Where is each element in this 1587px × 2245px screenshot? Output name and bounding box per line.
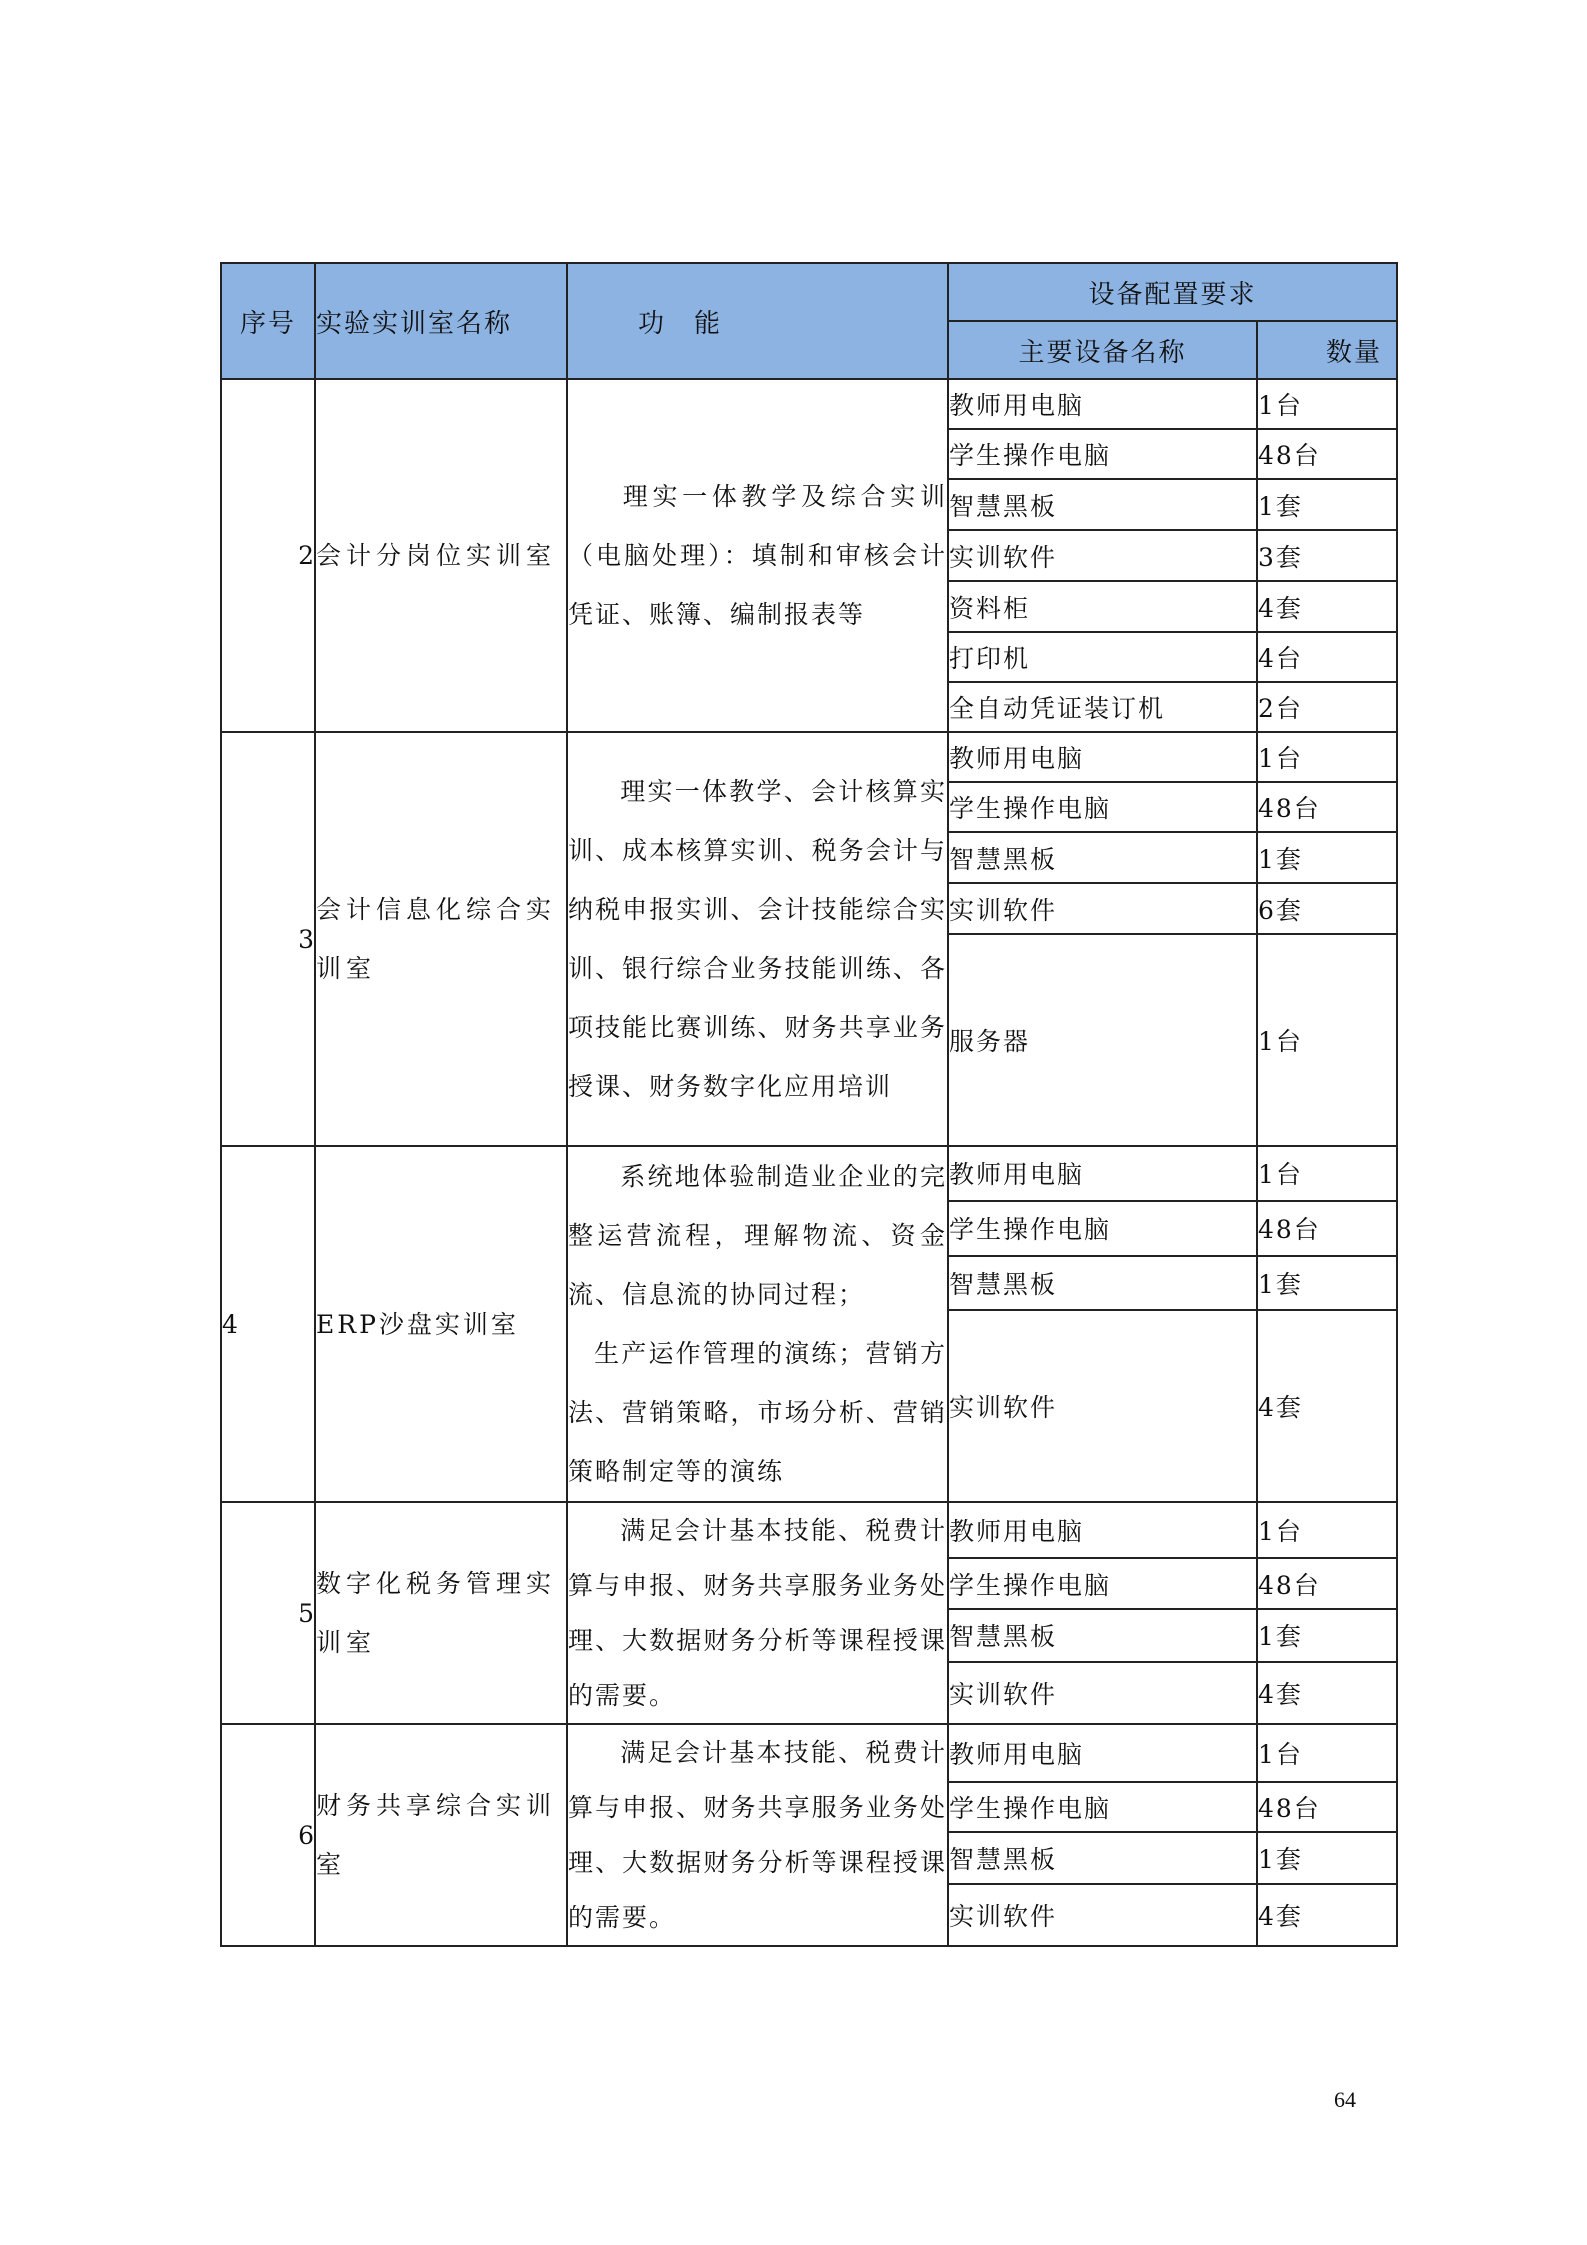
equipment-qty: 3套 [1257,530,1397,581]
table-row [221,1724,1397,1782]
row-function [567,379,948,732]
header-equipment-name: 主要设备名称 [948,321,1257,379]
row-seq: 3 [221,732,315,1146]
equipment-name: 智慧黑板 [948,1256,1257,1311]
equipment-name: 智慧黑板 [948,832,1257,883]
equipment-qty: 4台 [1257,632,1397,682]
table-row [221,732,1397,782]
header-equipment-requirements: 设备配置要求 [948,263,1397,321]
lab-equipment-table [220,262,1398,1947]
equipment-name: 教师用电脑 [948,1146,1257,1201]
equipment-qty: 1台 [1257,379,1397,429]
page-number: 64 [1334,2087,1356,2112]
equipment-name: 智慧黑板 [948,1832,1257,1884]
equipment-qty: 48台 [1257,1782,1397,1832]
equipment-qty: 1台 [1257,934,1397,1146]
equipment-qty: 1台 [1257,1502,1397,1558]
equipment-qty: 2台 [1257,682,1397,732]
equipment-qty: 1套 [1257,832,1397,883]
equipment-name: 智慧黑板 [948,1609,1257,1661]
equipment-qty: 4套 [1257,1662,1397,1724]
row-seq: 2 [221,379,315,732]
header-lab-name: 实验实训室名称 [315,263,567,379]
equipment-name: 实训软件 [948,1662,1257,1724]
row-function-text: 理实一体教学、会计核算实训、成本核算实训、税务会计与纳税申报实训、会计技能综合实训、银行综合业务技能训练、各项技能比赛训练、财务共享业务授课、财务数字化应用培训 [568,777,947,1101]
row-function [567,732,948,1146]
row-function-text: 满足会计基本技能、税费计算与申报、财务共享服务业务处理、大数据财务分析等课程授课的需要。 [568,1738,947,1932]
equipment-qty: 1台 [1257,732,1397,782]
equipment-name: 全自动凭证装订机 [948,682,1257,732]
equipment-qty: 1套 [1257,479,1397,530]
equipment-name: 资料柜 [948,581,1257,632]
row-seq: 6 [221,1724,315,1946]
equipment-qty: 1套 [1257,1609,1397,1661]
row-lab-name: 会计信息化综合实训室 [315,732,567,1146]
equipment-name: 智慧黑板 [948,479,1257,530]
row-function [567,1502,948,1724]
equipment-name: 学生操作电脑 [948,782,1257,832]
row-function-text: 理实一体教学及综合实训（电脑处理）：填制和审核会计凭证、账簿、编制报表等 [568,482,947,629]
equipment-qty: 48台 [1257,1201,1397,1256]
row-lab-name: 会计分岗位实训室 [315,379,567,732]
equipment-qty: 1套 [1257,1256,1397,1311]
equipment-qty: 6套 [1257,883,1397,934]
row-lab-name: ERP沙盘实训室 [315,1146,567,1502]
equipment-name: 服务器 [948,934,1257,1146]
row-function-text-part-2: 生产运作管理的演练；营销方法、营销策略，市场分析、营销策略制定等的演练 [568,1339,947,1486]
row-function-text-part-1: 系统地体验制造业企业的完整运营流程，理解物流、资金流、信息流的协同过程； [568,1162,947,1309]
equipment-qty: 4套 [1257,1310,1397,1502]
equipment-name: 学生操作电脑 [948,1201,1257,1256]
equipment-name: 教师用电脑 [948,379,1257,429]
row-function [567,1724,948,1946]
equipment-name: 教师用电脑 [948,1502,1257,1558]
equipment-name: 学生操作电脑 [948,1558,1257,1609]
equipment-qty: 4套 [1257,1884,1397,1946]
row-function [567,1146,948,1502]
equipment-name: 实训软件 [948,530,1257,581]
equipment-name: 实训软件 [948,883,1257,934]
equipment-name: 实训软件 [948,1884,1257,1946]
equipment-name: 学生操作电脑 [948,1782,1257,1832]
equipment-qty: 48台 [1257,429,1397,479]
equipment-qty: 4套 [1257,581,1397,632]
header-quantity: 数量 [1257,321,1397,379]
row-function-text: 满足会计基本技能、税费计算与申报、财务共享服务业务处理、大数据财务分析等课程授课的需要。 [568,1516,947,1710]
equipment-name: 打印机 [948,632,1257,682]
equipment-qty: 48台 [1257,782,1397,832]
equipment-qty: 48台 [1257,1558,1397,1609]
header-function: 功 能 [567,263,948,379]
equipment-qty: 1台 [1257,1724,1397,1782]
table-row [221,1146,1397,1201]
equipment-name: 实训软件 [948,1310,1257,1502]
row-lab-name: 财务共享综合实训室 [315,1724,567,1946]
equipment-name: 学生操作电脑 [948,429,1257,479]
header-seq: 序号 [221,263,315,379]
row-seq: 4 [221,1146,315,1502]
equipment-qty: 1套 [1257,1832,1397,1884]
equipment-name: 教师用电脑 [948,732,1257,782]
table-row [221,379,1397,429]
table-row [221,1502,1397,1558]
equipment-qty: 1台 [1257,1146,1397,1201]
row-seq: 5 [221,1502,315,1724]
row-lab-name: 数字化税务管理实训室 [315,1502,567,1724]
equipment-name: 教师用电脑 [948,1724,1257,1782]
